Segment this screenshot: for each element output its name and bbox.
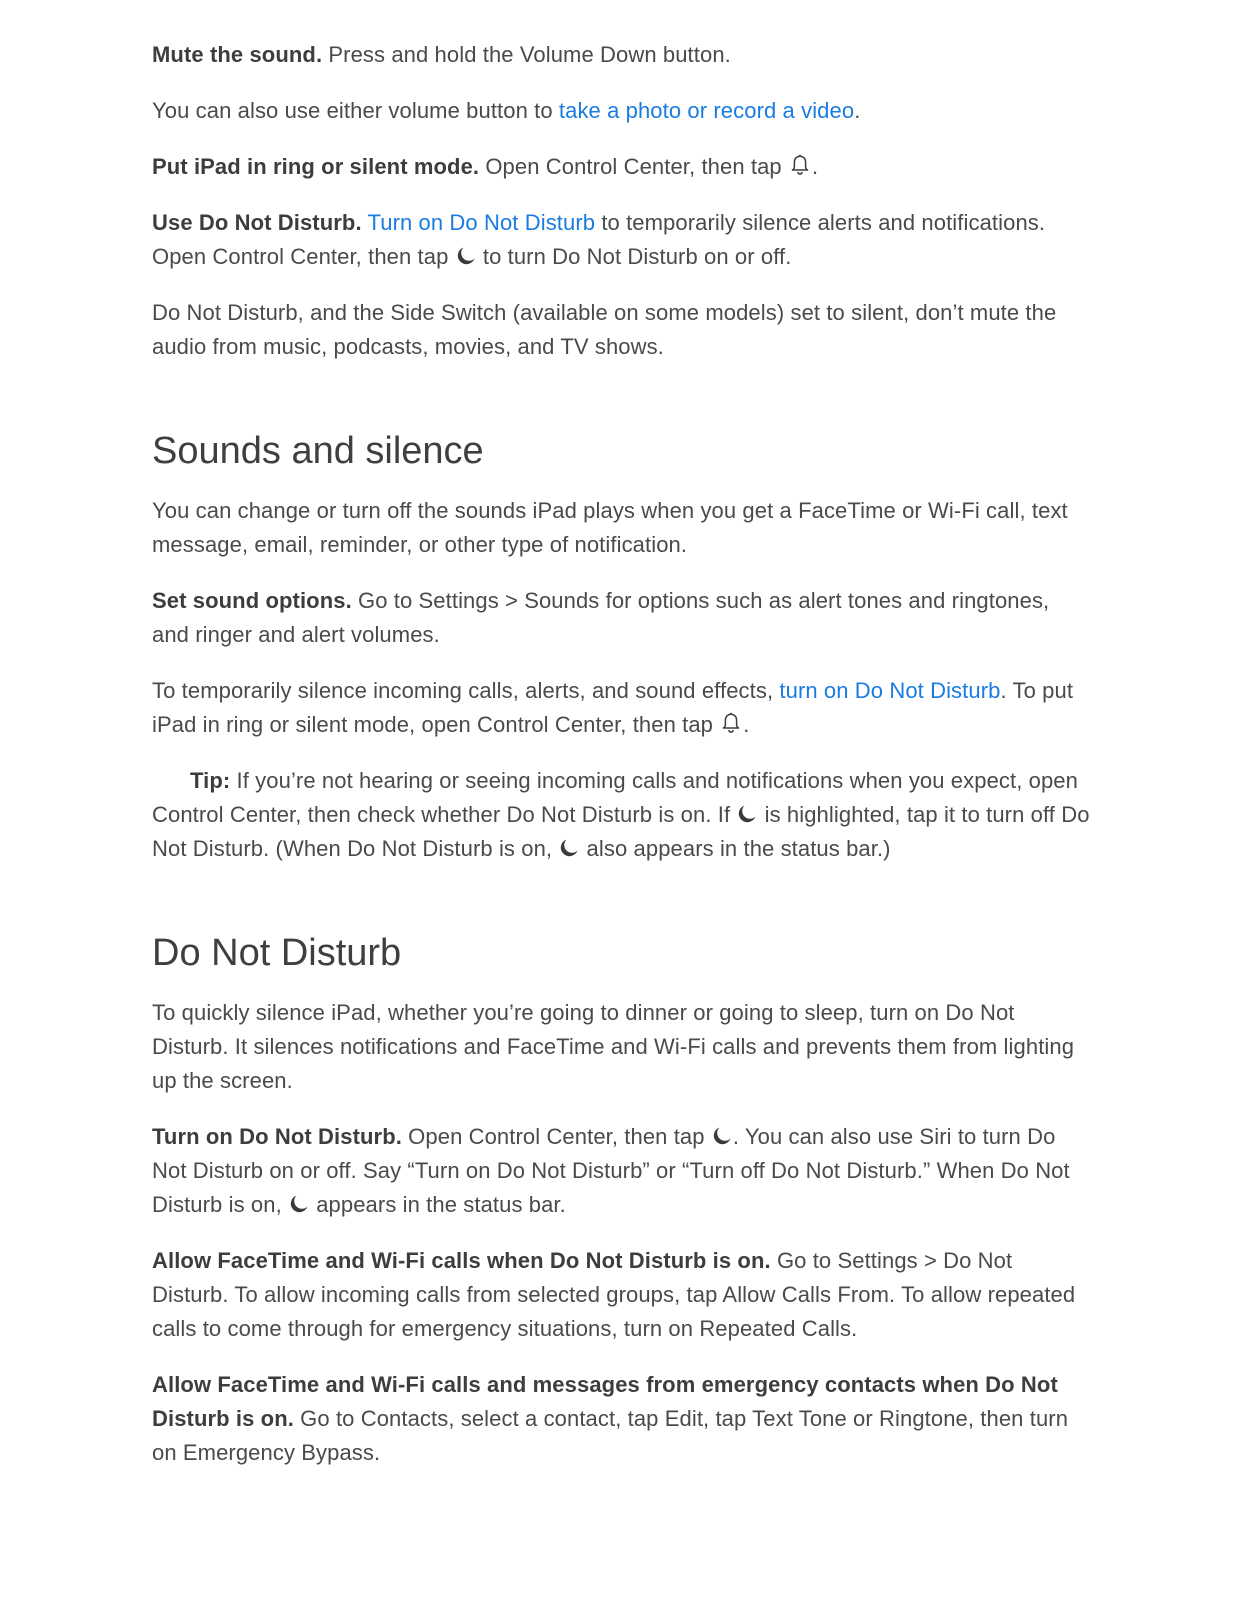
mute-heading: Mute the sound.	[152, 42, 323, 67]
turn-on-text3: appears in the status bar.	[310, 1192, 566, 1217]
turn-on-dnd-link[interactable]: Turn on Do Not Disturb	[367, 210, 596, 235]
sound-options-paragraph	[152, 584, 1092, 652]
volume-paragraph	[152, 94, 1092, 128]
allow-calls-text: Go to Settings > Do Not Disturb. To allow incoming calls from selected groups, tap Allow Calls From. To allow repeated calls to come through for emergency situations, turn on Repeated Calls.	[152, 1248, 1076, 1341]
moon-icon	[288, 1193, 310, 1215]
emergency-heading: Allow FaceTime and Wi-Fi calls and messages from emergency contacts when Do Not Disturb is on.	[152, 1372, 1058, 1431]
moon-icon	[711, 1125, 733, 1147]
ring-text: Open Control Center, then tap	[479, 154, 788, 179]
document-content	[152, 38, 1092, 1492]
take-photo-link[interactable]: take a photo or record a video	[558, 98, 855, 123]
bell-icon	[719, 711, 743, 735]
tip-paragraph	[152, 764, 1092, 866]
tip-text1: If you’re not hearing or seeing incoming calls and notifications when you expect, open Control Center, then check whether Do Not Disturb is on. If	[152, 768, 1078, 827]
dnd-intro-paragraph	[152, 206, 1092, 274]
turn-on-dnd-heading: Turn on Do Not Disturb.	[152, 1124, 402, 1149]
dnd-intro-text1: to temporarily silence alerts and notifications. Open Control Center, then tap	[152, 210, 1046, 269]
dnd-intro-text-paragraph: To quickly silence iPad, whether you’re going to dinner or going to sleep, turn on Do Not Disturb. It silences notifications and FaceTime and Wi-Fi calls and prevents them from lighting up the screen.	[152, 1000, 1075, 1093]
ring-heading: Put iPad in ring or silent mode.	[152, 154, 480, 179]
ring-paragraph	[152, 150, 1092, 184]
tip-text3: also appears in the status bar.)	[580, 836, 891, 861]
emergency-text: Go to Contacts, select a contact, tap Edit, tap Text Tone or Ringtone, then turn on Emergency Bypass.	[152, 1406, 1069, 1465]
moon-icon	[736, 803, 758, 825]
mute-paragraph	[152, 38, 1092, 72]
turn-on-text2: . You can also use Siri to turn Do Not Disturb on or off. Say “Turn on Do Not Disturb” or “Turn off Do Not Disturb.” When Do Not Disturb is on,	[152, 1124, 1070, 1217]
dnd-heading: Do Not Disturb	[152, 932, 402, 974]
sounds-intro-paragraph: You can change or turn off the sounds iPad plays when you get a FaceTime or Wi-Fi call, text message, email, reminder, or other type of notification.	[152, 498, 1068, 557]
sounds-heading: Sounds and silence	[152, 430, 484, 472]
turn-on-dnd-link-2[interactable]: turn on Do Not Disturb	[779, 678, 1001, 703]
bell-icon	[788, 153, 812, 177]
volume-post: .	[854, 98, 861, 123]
dnd-note-paragraph: Do Not Disturb, and the Side Switch (available on some models) set to silent, don’t mute the audio from music, podcasts, movies, and TV shows.	[152, 300, 1057, 359]
sound-options-text: Go to Settings > Sounds for options such as alert tones and ringtones, and ringer and alert volumes.	[152, 588, 1050, 647]
volume-text: You can also use either volume button to	[152, 98, 559, 123]
silence-paragraph	[152, 674, 1092, 742]
tip-text2: is highlighted, tap it to turn off Do Not Disturb. (When Do Not Disturb is on,	[152, 802, 1090, 861]
dnd-intro-text2: to turn Do Not Disturb on or off.	[476, 244, 792, 269]
silence-text2: . To put iPad in ring or silent mode, open Control Center, then tap	[152, 678, 1074, 737]
silence-post: .	[743, 712, 750, 737]
moon-icon	[455, 245, 477, 267]
turn-on-text1: Open Control Center, then tap	[401, 1124, 711, 1149]
turn-on-dnd-paragraph	[152, 1120, 1092, 1222]
sound-options-heading: Set sound options.	[152, 588, 352, 613]
moon-icon	[558, 837, 580, 859]
ring-post: .	[811, 154, 819, 179]
mute-text: Press and hold the Volume Down button.	[322, 42, 731, 67]
dnd-intro-heading: Use Do Not Disturb.	[152, 210, 362, 235]
emergency-paragraph	[152, 1368, 1092, 1470]
allow-calls-heading: Allow FaceTime and Wi-Fi calls when Do Not Disturb is on.	[152, 1248, 771, 1273]
tip-label: Tip:	[190, 768, 231, 793]
allow-calls-paragraph	[152, 1244, 1092, 1346]
silence-text1: To temporarily silence incoming calls, alerts, and sound effects,	[152, 678, 780, 703]
